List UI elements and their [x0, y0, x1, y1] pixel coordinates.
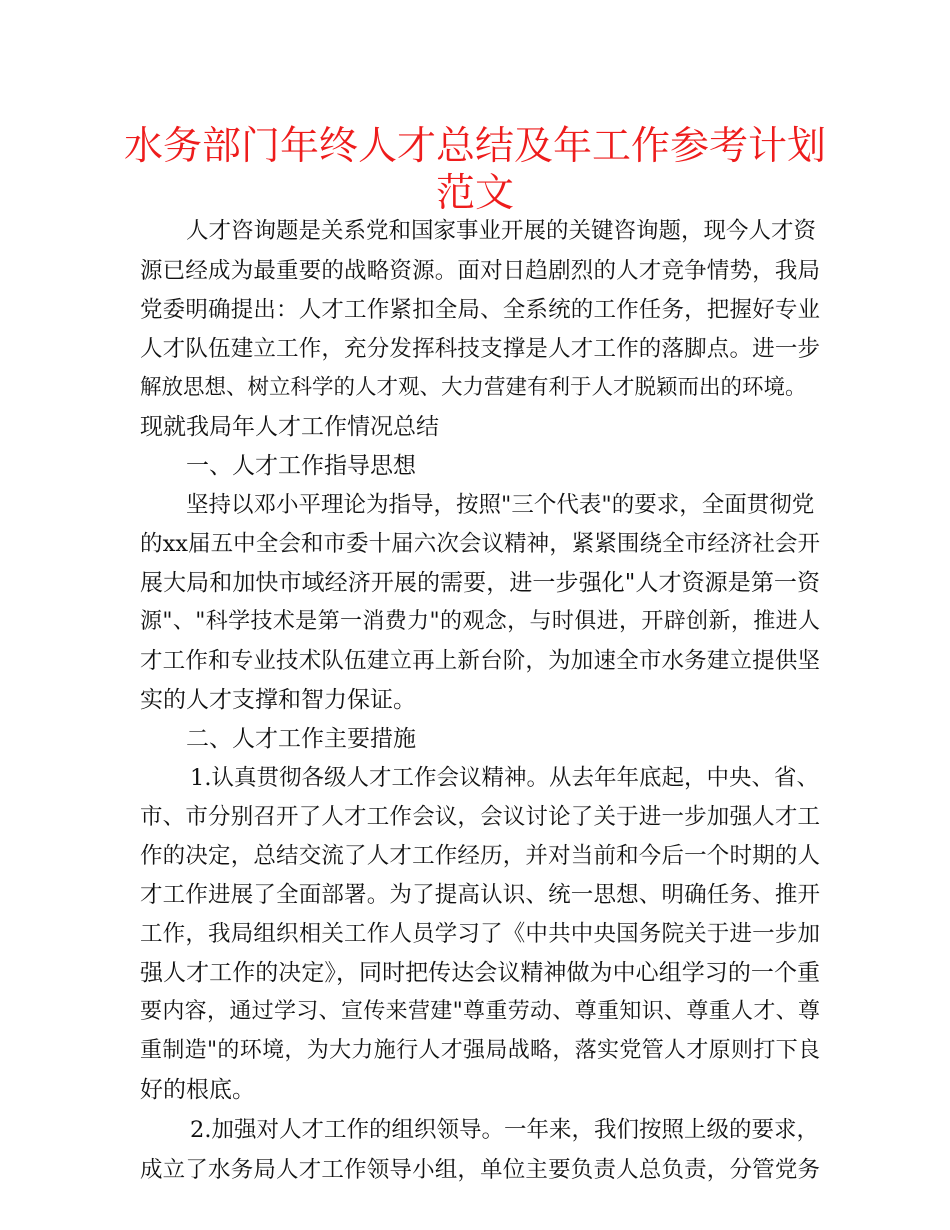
paragraph-line: 作的决定，总结交流了人才工作经历，并对当前和今后一个时期的人	[140, 843, 820, 869]
paragraph-line: 源"、"科学技术是第一消费力"的观念，与时俱进，开辟创新，推进人	[140, 609, 820, 634]
paragraph-line: 坚持以邓小平理论为指导，按照"三个代表"的要求，全面贯彻党	[186, 492, 815, 518]
paragraph-line: 才工作进展了全面部署。为了提高认识、统一思想、明确任务、推开	[140, 882, 820, 908]
paragraph-line: 的xx届五中全会和市委十届六次会议精神，紧紧围绕全市经济社会开	[140, 531, 820, 557]
paragraph-line: 成立了水务局人才工作领导小组，单位主要负责人总负责，分管党务	[140, 1157, 820, 1183]
document-title-line-2: 范文	[435, 171, 514, 216]
section-heading: 二、人才工作主要措施	[186, 726, 416, 752]
paragraph-line: 人才咨询题是关系党和国家事业开展的关键咨询题，现今人才资	[186, 218, 817, 244]
paragraph-line: 要内容，通过学习、宣传来营建"尊重劳动、尊重知识、尊重人才、尊	[140, 999, 820, 1024]
section-heading: 一、人才工作指导思想	[186, 453, 416, 479]
paragraph-line: 市、市分别召开了人才工作会议，会议讨论了关于进一步加强人才工	[140, 804, 820, 830]
paragraph-line: 强人才工作的决定》，同时把传达会议精神做为中心组学习的一个重	[140, 960, 820, 986]
paragraph-line: 源已经成为最重要的战略资源。面对日趋剧烈的人才竞争情势，我局	[140, 258, 820, 284]
paragraph-line: 2.加强对人才工作的组织领导。一年来，我们按照上级的要求，	[190, 1117, 819, 1143]
paragraph-line: 展大局和加快市域经济开展的需要，进一步强化"人才资源是第一资	[140, 570, 820, 596]
paragraph-line: 重制造"的环境，为大力施行人才强局战略，落实党管人才原则打下良	[140, 1038, 820, 1063]
paragraph-line: 解放思想、树立科学的人才观、大力营建有利于人才脱颖而出的环境。	[140, 375, 807, 400]
paragraph-line: 1.认真贯彻各级人才工作会议精神。从去年年底起，中央、省、	[190, 765, 819, 791]
paragraph-line: 才工作和专业技术队伍建立再上新台阶，为加速全市水务建立提供坚	[140, 648, 820, 674]
paragraph-line: 实的人才支撑和智力保证。	[140, 687, 416, 713]
document-title-line-1: 水务部门年终人才总结及年工作参考计划	[123, 124, 826, 169]
paragraph-line: 人才队伍建立工作，充分发挥科技支撑是人才工作的落脚点。进一步	[140, 336, 820, 362]
paragraph-line: 工作，我局组织相关工作人员学习了《中共中央国务院关于进一步加	[140, 921, 820, 947]
paragraph-line: 党委明确提出：人才工作紧扣全局、全系统的工作任务，把握好专业	[140, 297, 820, 323]
paragraph-line: 好的根底。	[140, 1077, 255, 1103]
paragraph-line: 现就我局年人才工作情况总结	[140, 414, 439, 440]
